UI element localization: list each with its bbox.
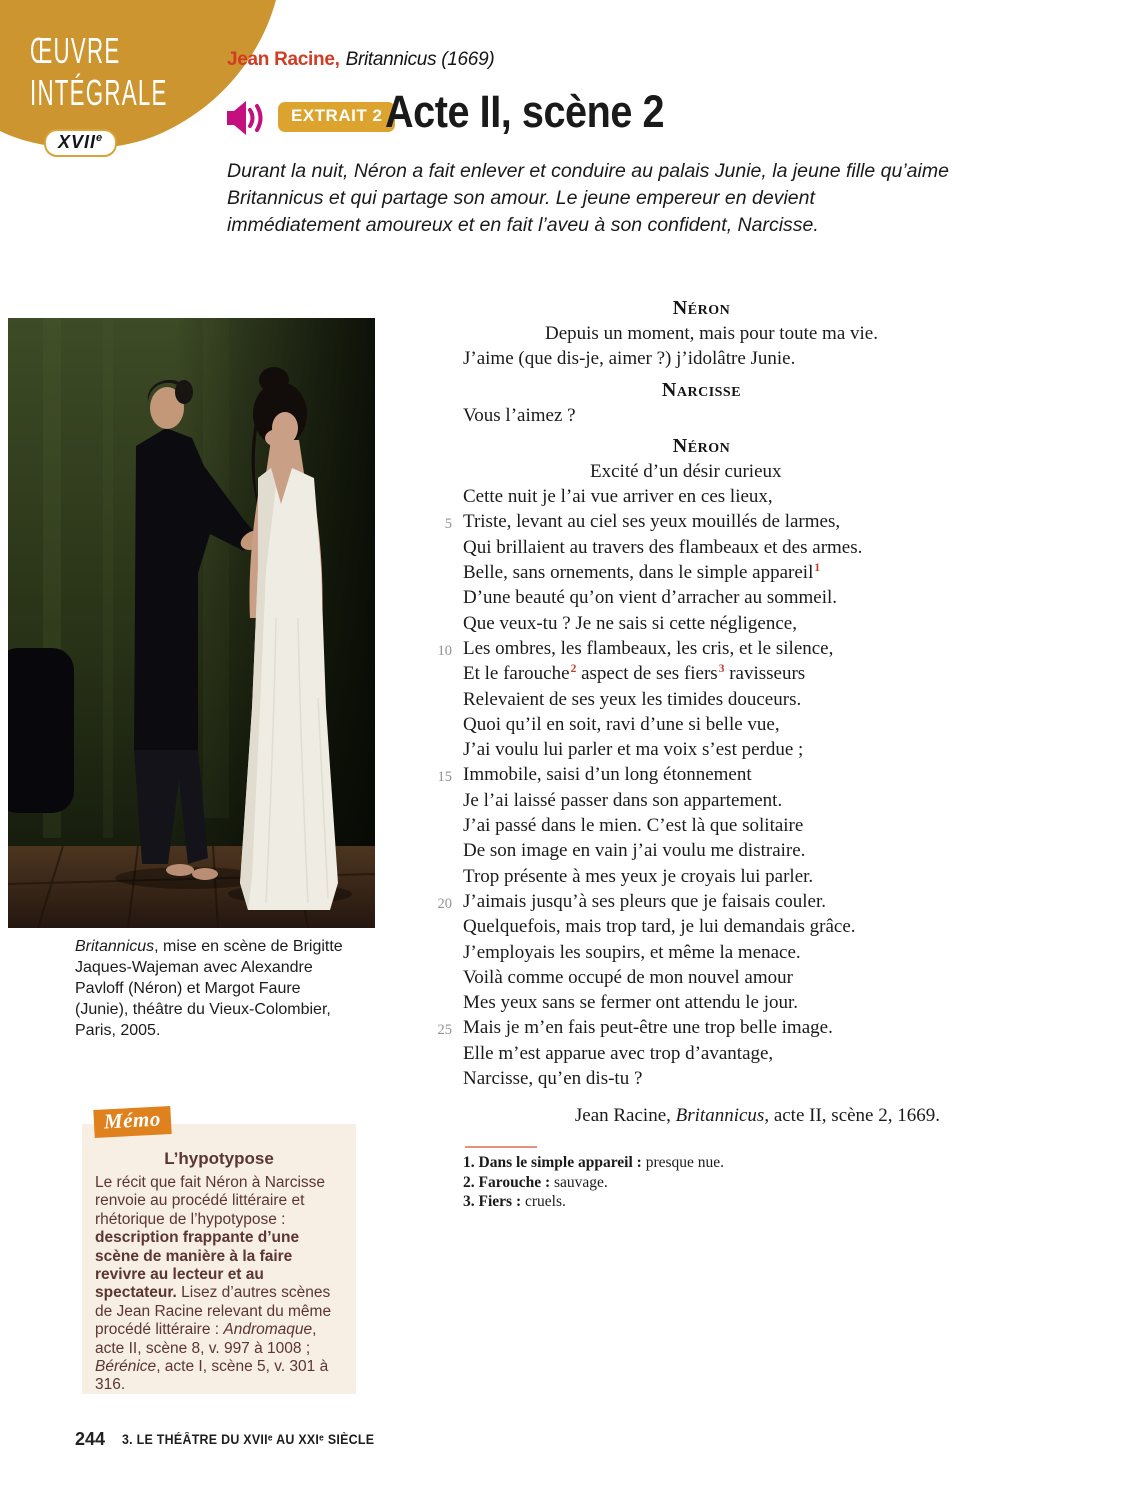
verse-number: 15 xyxy=(437,769,452,786)
footnotes xyxy=(463,1153,938,1212)
verse-number: 20 xyxy=(437,895,452,912)
photo-caption xyxy=(75,936,351,1041)
verse-line xyxy=(430,636,940,661)
verse-text: Depuis un moment, mais pour toute ma vie. xyxy=(545,323,878,344)
memo-text-segment: , acte I, scène 5, v. 301 à 316. xyxy=(95,1358,329,1394)
verse-text: J’ai voulu lui parler et ma voix s’est perdue ; xyxy=(463,739,804,761)
footnote-term: 2. Farouche : xyxy=(463,1173,551,1191)
footnote-item xyxy=(463,1173,938,1193)
footnote-definition: cruels. xyxy=(521,1193,566,1211)
verse-line xyxy=(430,762,940,787)
page-number: 244 xyxy=(75,1429,106,1449)
verse-text: Mes yeux sans se fermer ont attendu le jour. xyxy=(463,992,799,1014)
memo-text-segment: description frappante d’une scène de manière à la faire revivre au lecteur et au spectateur. xyxy=(95,1229,300,1302)
verse-line xyxy=(430,585,940,610)
verse-text: Les ombres, les flambeaux, les cris, et le silence, xyxy=(463,637,834,659)
attribution-segment: Jean Racine, xyxy=(574,1105,676,1127)
verse-line xyxy=(430,813,940,838)
verse-text: Elle m’est apparue avec trop d’avantage, xyxy=(463,1042,774,1064)
verse-text: Vous l’aimez ? xyxy=(463,404,576,426)
memo-text-segment: Andromaque xyxy=(223,1321,313,1339)
caption-segment: , mise en scène de Brigitte Jaques-Wajeman avec Alexandre Pavloff (Néron) et Margot Faure (Junie), théâtre du Vieux-Colombier, Paris, 2005. xyxy=(75,938,343,1039)
attribution-segment: Britannicus xyxy=(675,1105,765,1127)
production-photo xyxy=(8,318,375,928)
verse-text: Mais je m’en fais peut-être une trop belle image. xyxy=(463,1017,833,1039)
speaker-icon[interactable] xyxy=(226,98,266,138)
collection-label-line1: ŒUVRE xyxy=(30,30,121,71)
verse-line xyxy=(430,321,940,346)
footnote-definition: sauvage. xyxy=(550,1173,608,1191)
memo-text-segment: Bérénice xyxy=(95,1358,157,1376)
verse-line xyxy=(430,940,940,965)
verse-text: Je l’ai laissé passer dans son appartement. xyxy=(463,789,783,811)
verse-line xyxy=(430,403,940,428)
verse-text: Relevaient de ses yeux les timides douceurs. xyxy=(463,688,802,710)
author-name: Jean Racine, xyxy=(227,49,340,70)
verse-text: Excité d’un désir curieux xyxy=(590,460,782,482)
footnote-ref: 2 xyxy=(570,662,577,675)
footnote-term: 3. Fiers : xyxy=(463,1193,522,1211)
footnote-item xyxy=(463,1192,938,1212)
verse-number: 10 xyxy=(437,642,452,659)
collection-label xyxy=(30,30,168,114)
memo-text-segment: , acte II, scène 8, v. 997 à 1008 ; xyxy=(95,1321,317,1357)
source-attribution xyxy=(430,1105,940,1127)
work-header xyxy=(227,49,494,71)
attribution-segment: , acte II, scène 2, 1669. xyxy=(764,1105,940,1127)
verse-text: Immobile, saisi d’un long étonnement xyxy=(463,764,752,786)
verse-text: J’aimais jusqu’à ses pleurs que je faisais couler. xyxy=(463,890,827,912)
verse-line xyxy=(430,889,940,914)
footnote-definition: presque nue. xyxy=(641,1154,725,1171)
verse-line xyxy=(430,509,940,534)
speaker-name: Narcisse xyxy=(661,378,742,401)
verse-line xyxy=(430,484,940,509)
verse-line xyxy=(430,535,940,560)
verse-line xyxy=(430,838,940,863)
verse-text: Narcisse, qu’en dis-tu ? xyxy=(463,1068,643,1090)
verse-text: Trop présente à mes yeux je croyais lui parler. xyxy=(463,865,814,887)
verse-line xyxy=(430,346,940,371)
verse-number: 25 xyxy=(437,1022,452,1039)
intro-paragraph: Durant la nuit, Néron a fait enlever et conduire au palais Junie, la jeune fille qu’aime Britannicus et qui partage son amour. Le jeune empereur en devient immédiatement amoureux et en fait l’aveu à son confident, Narcisse. xyxy=(227,160,949,236)
verse-text: Que veux-tu ? Je ne sais si cette négligence, xyxy=(463,612,797,634)
verse-line xyxy=(430,990,940,1015)
verse-text: J’employais les soupirs, et même la menace. xyxy=(463,941,801,963)
century-superscript: e xyxy=(96,132,104,144)
verse-text: Triste, levant au ciel ses yeux mouillés de larmes, xyxy=(463,511,841,533)
memo-label: Mémo xyxy=(93,1106,171,1138)
extract-badge: EXTRAIT 2 xyxy=(278,102,395,132)
verse-line xyxy=(430,1041,940,1066)
verse-line xyxy=(430,687,940,712)
verse-text: D’une beauté qu’on vient d’arracher au sommeil. xyxy=(463,587,838,609)
footnote-ref: 3 xyxy=(718,662,725,675)
work-title: Britannicus (1669) xyxy=(345,49,495,70)
memo-title: L’hypotypose xyxy=(164,1149,274,1168)
verse-line xyxy=(430,611,940,636)
century-badge: XVIIe xyxy=(44,129,117,157)
verse-line xyxy=(430,914,940,939)
footnote-item xyxy=(463,1153,938,1173)
collection-label-line2: INTÉGRALE xyxy=(30,72,168,113)
chapter-footer: 3. LE THÉÂTRE DU XVIIᵉ AU XXIᵉ SIÈCLE xyxy=(122,1432,375,1447)
caption-segment: Britannicus xyxy=(75,938,155,955)
verse-line xyxy=(430,459,940,484)
verse-line xyxy=(430,1066,940,1091)
footnote-ref: 1 xyxy=(814,561,821,574)
memo-body xyxy=(82,1169,356,1395)
speaker-name: Néron xyxy=(672,297,731,319)
verse-text: J’aime (que dis-je, aimer ?) j’idolâtre Junie. xyxy=(463,348,796,370)
verse-line xyxy=(430,661,940,686)
verse-line xyxy=(430,965,940,990)
verse-line xyxy=(430,737,940,762)
speaker-name: Néron xyxy=(672,434,731,457)
footnote-divider xyxy=(465,1146,537,1148)
page-title: Acte II, scène 2 xyxy=(385,86,665,137)
verse-line xyxy=(430,1015,940,1040)
memo-text-segment: Lisez d’autres scènes de Jean Racine relevant du même procédé littéraire : xyxy=(95,1284,332,1339)
memo-box xyxy=(82,1106,356,1394)
verse-text: De son image en vain j’ai voulu me distraire. xyxy=(463,840,806,862)
verse-line xyxy=(430,560,940,585)
footnote-term: 1. Dans le simple appareil : xyxy=(463,1154,642,1171)
verse-text: Qui brillaient au travers des flambeaux et des armes. xyxy=(463,536,863,558)
verse-line xyxy=(430,788,940,813)
verse-text: J’ai passé dans le mien. C’est là que solitaire xyxy=(463,815,804,837)
verse-text: aspect de ses fiers xyxy=(576,663,718,685)
verse-line xyxy=(430,712,940,737)
memo-text-segment: Le récit que fait Néron à Narcisse renvoie au procédé littéraire et rhétorique de l’hypotypose : xyxy=(95,1174,326,1228)
verse-text: Quoi qu’il en soit, ravi d’une si belle vue, xyxy=(463,713,780,735)
play-text xyxy=(430,290,940,1127)
verse-line xyxy=(430,864,940,889)
verse-text: Quelquefois, mais trop tard, je lui demandais grâce. xyxy=(463,916,856,938)
verse-text: ravisseurs xyxy=(724,663,806,685)
verse-text: Cette nuit je l’ai vue arriver en ces lieux, xyxy=(463,486,773,508)
verse-text: Voilà comme occupé de mon nouvel amour xyxy=(463,966,793,988)
verse-text: Et le farouche xyxy=(463,663,570,685)
verse-text: Belle, sans ornements, dans le simple appareil xyxy=(463,562,814,584)
verse-number: 5 xyxy=(444,516,452,533)
